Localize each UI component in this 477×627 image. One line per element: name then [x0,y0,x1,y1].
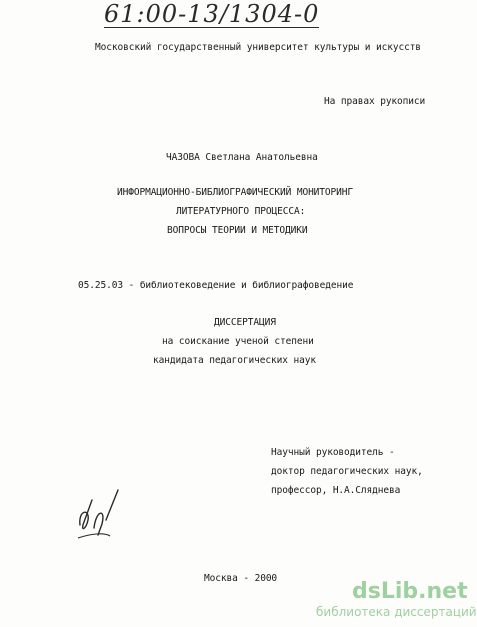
degree-line-1: на соискание ученой степени [162,336,314,347]
author-name: ЧАЗОВА Светлана Анатольевна [166,152,318,163]
institution-name: Московский государственный университет культуры и искусств [95,42,421,53]
degree-line-2: кандидата педагогических наук [153,355,316,366]
title-line-3: ВОПРОСЫ ТЕОРИИ И МЕТОДИКИ [167,225,308,236]
title-line-2: ЛИТЕРАТУРНОГО ПРОЦЕССА: [176,206,306,217]
archive-number-handwritten [104,0,319,28]
archive-number-text: 61:00-13/1304-0 [104,0,320,28]
title-line-1: ИНФОРМАЦИОННО-БИБЛИОГРАФИЧЕСКИЙ МОНИТОРИНГ [117,187,354,198]
watermark-tagline: библиотека диссертаций [316,605,477,619]
archive-number-underline [104,27,319,28]
watermark-brand [352,579,468,604]
specialty-code: 05.25.03 - библиотековедение и библиографоведение [78,280,354,291]
work-type: ДИССЕРТАЦИЯ [214,317,276,328]
rights-note: На правах рукописи [324,96,426,107]
supervisor-line-1: Научный руководитель - [271,447,395,458]
supervisor-line-2: доктор педагогических наук, [271,466,423,477]
city-year: Москва - 2000 [204,573,278,584]
watermark-brand-text: dsLib.net [352,579,468,604]
handwritten-mark [70,480,130,550]
supervisor-line-3: профессор, Н.А.Сляднева [271,485,401,496]
